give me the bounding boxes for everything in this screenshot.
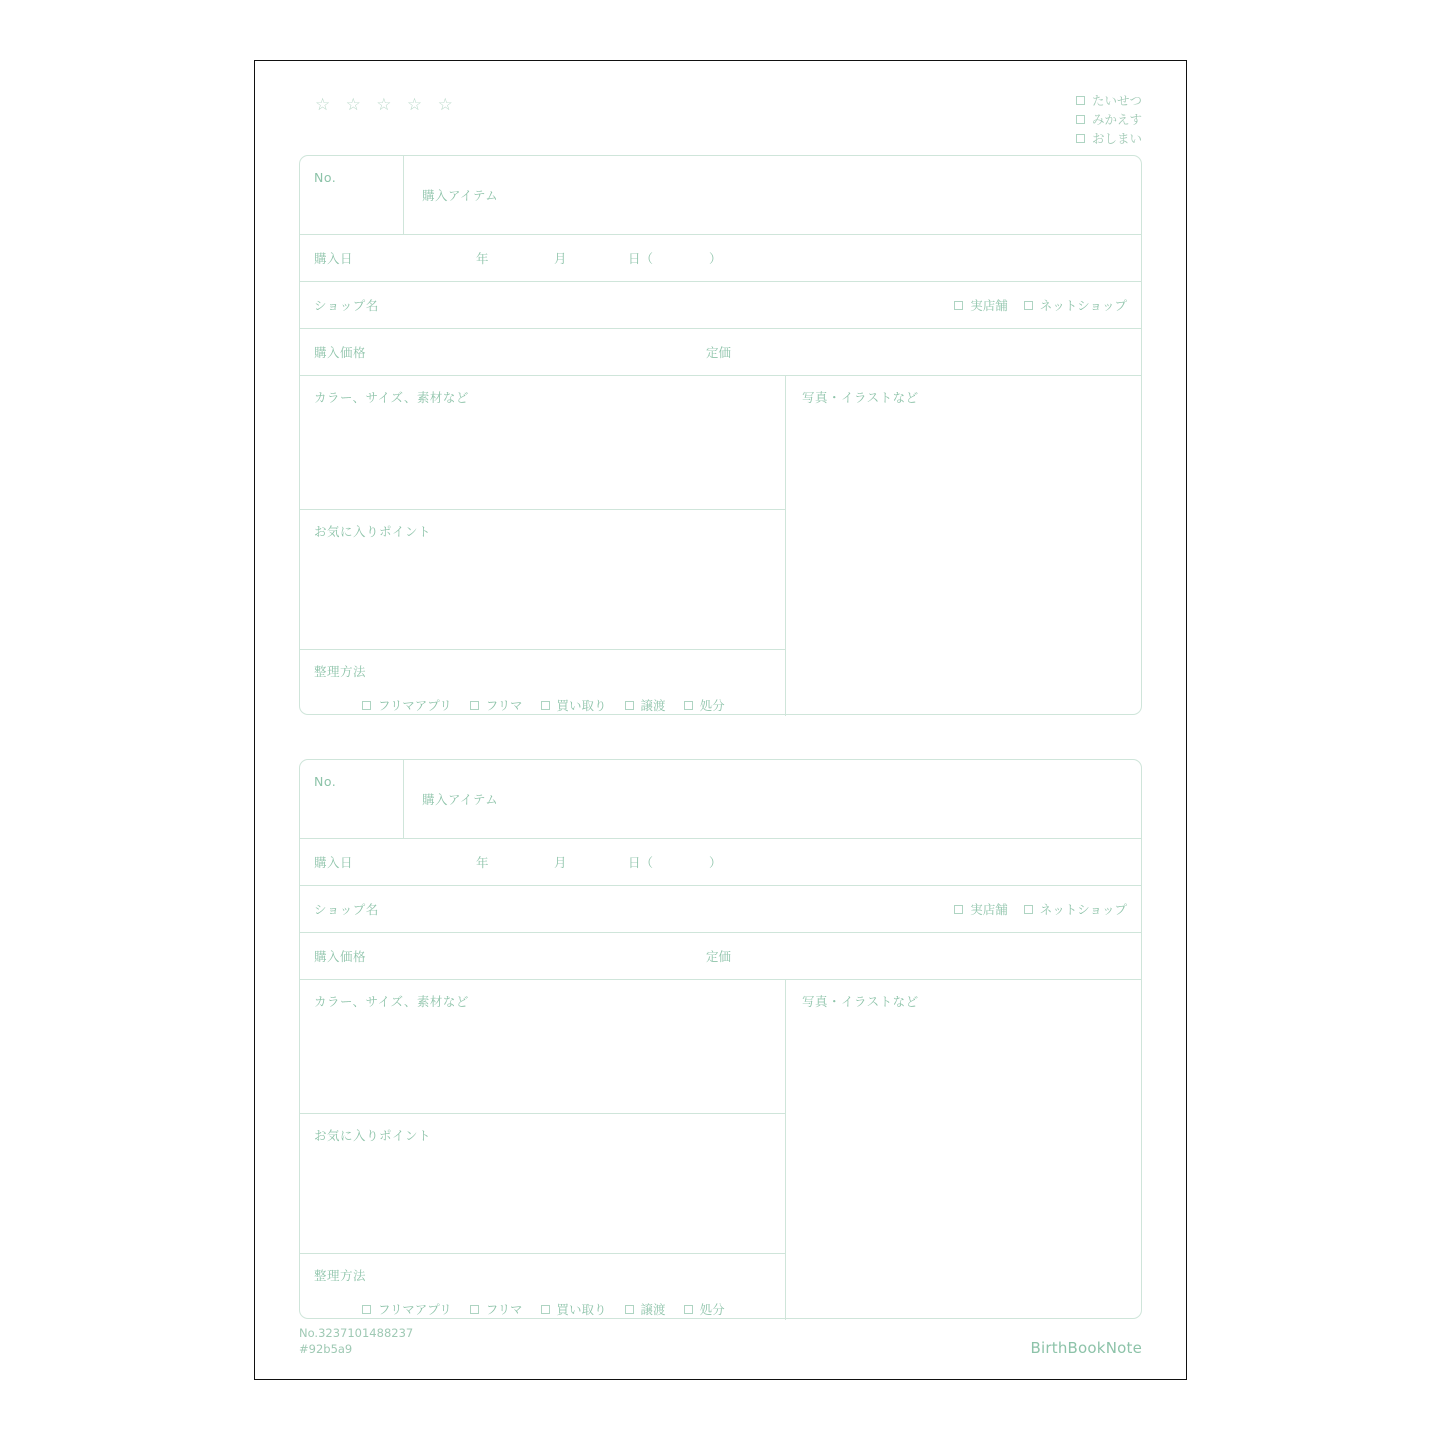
photo-illustration-field[interactable] bbox=[786, 980, 1141, 1320]
shop-type-option[interactable] bbox=[1024, 296, 1127, 314]
shop-type-option[interactable] bbox=[954, 900, 1008, 918]
page-header bbox=[299, 91, 1142, 153]
organize-option[interactable] bbox=[541, 696, 607, 714]
checkbox-icon[interactable] bbox=[362, 1305, 371, 1314]
organize-option-label: 買い取り bbox=[556, 698, 607, 713]
organize-option[interactable] bbox=[684, 696, 725, 714]
purchase-entry-card bbox=[299, 155, 1142, 715]
entry-detail-section bbox=[300, 376, 1141, 716]
date-day-label: 日（ bbox=[628, 855, 654, 870]
purchase-date-row[interactable] bbox=[300, 235, 1141, 282]
organize-option-label: フリマ bbox=[485, 1302, 523, 1317]
purchase-entry-card bbox=[299, 759, 1142, 1319]
rating-stars[interactable]: ☆ ☆ ☆ ☆ ☆ bbox=[315, 95, 458, 115]
shop-name-row[interactable] bbox=[300, 282, 1141, 329]
entry-header-row bbox=[300, 156, 1141, 235]
organize-method-field bbox=[300, 650, 785, 716]
organize-option[interactable] bbox=[362, 1300, 452, 1318]
shop-type-option[interactable] bbox=[1024, 900, 1127, 918]
purchase-date-row[interactable] bbox=[300, 839, 1141, 886]
checkbox-icon[interactable] bbox=[954, 301, 963, 310]
entry-number-label: No. bbox=[314, 170, 337, 185]
entry-item-cell[interactable] bbox=[404, 156, 1141, 234]
organize-option-label: 買い取り bbox=[556, 1302, 607, 1317]
checkbox-icon[interactable] bbox=[1076, 96, 1085, 105]
checkbox-icon[interactable] bbox=[1024, 301, 1033, 310]
status-label: おしまい bbox=[1091, 131, 1142, 146]
organize-options bbox=[314, 1300, 785, 1318]
list-price-label: 定価 bbox=[706, 949, 732, 964]
organize-option-label: フリマ bbox=[485, 698, 523, 713]
entry-number-label: No. bbox=[314, 774, 337, 789]
photo-illustration-label: 写真・イラストなど bbox=[802, 994, 919, 1009]
favorite-point-label: お気に入りポイント bbox=[314, 524, 432, 539]
date-close-paren: ） bbox=[709, 855, 722, 870]
status-checklist bbox=[1076, 91, 1142, 148]
organize-method-field bbox=[300, 1254, 785, 1320]
page-footer bbox=[299, 1325, 1142, 1357]
price-row[interactable] bbox=[300, 933, 1141, 980]
checkbox-icon[interactable] bbox=[1076, 115, 1085, 124]
shop-type-label: ネットショップ bbox=[1039, 902, 1127, 917]
footer-codes bbox=[299, 1325, 413, 1357]
organize-option-label: 処分 bbox=[699, 698, 725, 713]
date-day-label: 日（ bbox=[628, 251, 654, 266]
favorite-point-field[interactable] bbox=[300, 510, 785, 650]
date-close-paren: ） bbox=[709, 251, 722, 266]
checkbox-icon[interactable] bbox=[684, 701, 693, 710]
organize-options bbox=[314, 696, 785, 714]
date-month-label: 月 bbox=[554, 855, 567, 870]
checkbox-icon[interactable] bbox=[625, 1305, 634, 1314]
organize-option-label: 処分 bbox=[699, 1302, 725, 1317]
checkbox-icon[interactable] bbox=[684, 1305, 693, 1314]
purchase-price-label: 購入価格 bbox=[314, 949, 367, 964]
organize-option[interactable] bbox=[541, 1300, 607, 1318]
purchase-price-label: 購入価格 bbox=[314, 345, 367, 360]
shop-type-options bbox=[954, 886, 1127, 932]
entry-number-cell[interactable] bbox=[300, 156, 404, 234]
entry-detail-left bbox=[300, 980, 786, 1320]
organize-option[interactable] bbox=[470, 696, 523, 714]
organize-option-label: 譲渡 bbox=[640, 698, 666, 713]
entry-header-row bbox=[300, 760, 1141, 839]
checkbox-icon[interactable] bbox=[625, 701, 634, 710]
entry-detail-section bbox=[300, 980, 1141, 1320]
shop-type-label: 実店舗 bbox=[970, 298, 1008, 313]
photo-illustration-field[interactable] bbox=[786, 376, 1141, 716]
checkbox-icon[interactable] bbox=[1076, 134, 1085, 143]
status-label: みかえす bbox=[1091, 112, 1142, 127]
shop-name-label: ショップ名 bbox=[314, 902, 379, 917]
checkbox-icon[interactable] bbox=[954, 905, 963, 914]
date-year-label: 年 bbox=[476, 855, 489, 870]
status-check-row[interactable] bbox=[1076, 110, 1142, 129]
status-check-row[interactable] bbox=[1076, 91, 1142, 110]
entry-item-cell[interactable] bbox=[404, 760, 1141, 838]
organize-option-label: フリマアプリ bbox=[378, 698, 452, 713]
entry-number-cell[interactable] bbox=[300, 760, 404, 838]
organize-method-label: 整理方法 bbox=[314, 664, 367, 679]
purchase-date-label: 購入日 bbox=[314, 855, 354, 870]
shop-type-label: 実店舗 bbox=[970, 902, 1008, 917]
organize-option[interactable] bbox=[362, 696, 452, 714]
entry-item-label: 購入アイテム bbox=[422, 188, 499, 203]
date-year-label: 年 bbox=[476, 251, 489, 266]
color-size-material-label: カラー、サイズ、素材など bbox=[314, 390, 469, 405]
shop-name-label: ショップ名 bbox=[314, 298, 379, 313]
favorite-point-field[interactable] bbox=[300, 1114, 785, 1254]
footer-hash-code: #92b5a9 bbox=[299, 1342, 353, 1356]
organize-option[interactable] bbox=[625, 1300, 666, 1318]
shop-type-options bbox=[954, 282, 1127, 328]
shop-name-row[interactable] bbox=[300, 886, 1141, 933]
checkbox-icon[interactable] bbox=[470, 701, 479, 710]
footer-serial-number: No.3237101488237 bbox=[299, 1326, 414, 1340]
purchase-date-label: 購入日 bbox=[314, 251, 354, 266]
page-inner bbox=[255, 61, 1186, 1379]
color-size-material-label: カラー、サイズ、素材など bbox=[314, 994, 469, 1009]
status-check-row[interactable] bbox=[1076, 129, 1142, 148]
brand-logo: BirthBookNote bbox=[1030, 1339, 1142, 1357]
color-size-material-field[interactable] bbox=[300, 376, 785, 510]
organize-option[interactable] bbox=[470, 1300, 523, 1318]
list-price-label: 定価 bbox=[706, 345, 732, 360]
entry-item-label: 購入アイテム bbox=[422, 792, 499, 807]
notebook-page bbox=[254, 60, 1187, 1380]
shop-type-label: ネットショップ bbox=[1039, 298, 1127, 313]
checkbox-icon[interactable] bbox=[1024, 905, 1033, 914]
checkbox-icon[interactable] bbox=[541, 1305, 550, 1314]
organize-option-label: 譲渡 bbox=[640, 1302, 666, 1317]
color-size-material-field[interactable] bbox=[300, 980, 785, 1114]
status-label: たいせつ bbox=[1091, 93, 1142, 108]
checkbox-icon[interactable] bbox=[362, 701, 371, 710]
date-fields bbox=[476, 235, 722, 281]
checkbox-icon[interactable] bbox=[541, 701, 550, 710]
favorite-point-label: お気に入りポイント bbox=[314, 1128, 432, 1143]
organize-method-label: 整理方法 bbox=[314, 1268, 367, 1283]
shop-type-option[interactable] bbox=[954, 296, 1008, 314]
checkbox-icon[interactable] bbox=[470, 1305, 479, 1314]
organize-option[interactable] bbox=[684, 1300, 725, 1318]
date-month-label: 月 bbox=[554, 251, 567, 266]
date-fields bbox=[476, 839, 722, 885]
organize-option-label: フリマアプリ bbox=[378, 1302, 452, 1317]
price-row[interactable] bbox=[300, 329, 1141, 376]
photo-illustration-label: 写真・イラストなど bbox=[802, 390, 919, 405]
entry-detail-left bbox=[300, 376, 786, 716]
organize-option[interactable] bbox=[625, 696, 666, 714]
